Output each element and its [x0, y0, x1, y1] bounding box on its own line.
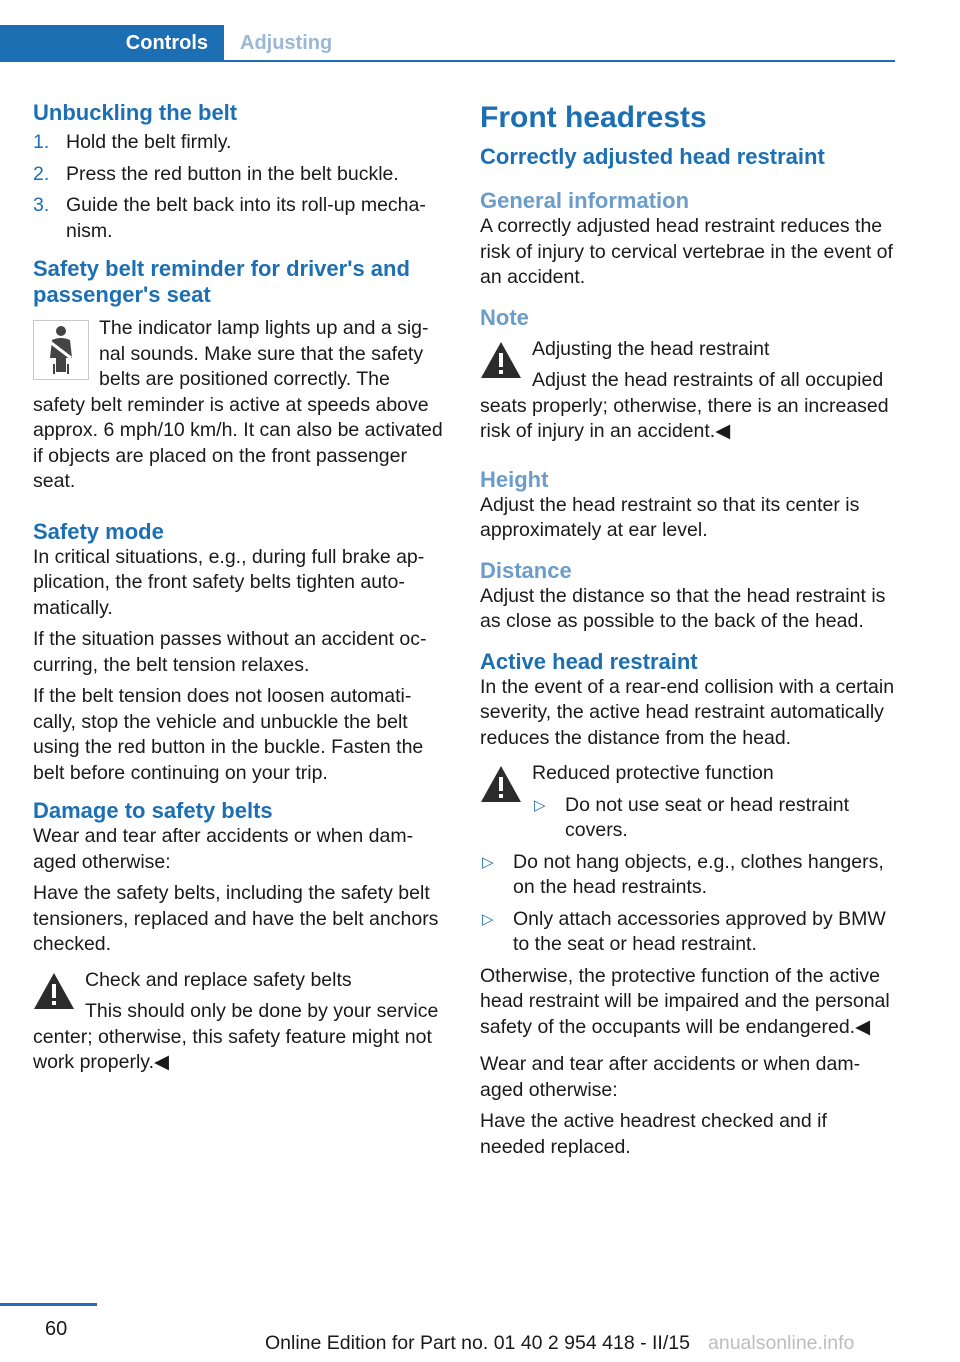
- reminder-text: The indicator lamp lights up and a signal sounds. Make sure that the safety belts are positioned correctly. The safety belt reminder is active at speeds above approx. 6 mph/10 km/h. It can also be activated if objects are placed on the front passenger seat.: [33, 317, 443, 492]
- active-inner-list: [532, 793, 896, 844]
- damage-p1: Wear and tear after accidents or when damaged otherwise:: [33, 825, 414, 873]
- triangle-bullet-icon: ▷: [482, 853, 494, 871]
- active-bullets: [480, 850, 896, 958]
- reminder-title: Safety belt reminder for driver's and passenger's seat: [33, 256, 410, 307]
- damage-warning-title: Check and replace safety belts: [85, 968, 352, 991]
- active-warning: [480, 761, 896, 850]
- bullet-text: Only attach accessories approved by BMW to the seat or head restraint.: [513, 907, 886, 955]
- list-item: [532, 793, 896, 844]
- active-after: Otherwise, the protective function of the active head restraint will be impaired and the personal safety of the occupants will be endangered.◀: [480, 964, 890, 1038]
- step-number: 2.: [33, 162, 50, 185]
- step-text: Hold the belt firmly.: [66, 131, 232, 153]
- warning-icon: [480, 765, 522, 803]
- note-warning-title: Adjusting the head restraint: [532, 337, 770, 360]
- footer-rule: [0, 1303, 97, 1306]
- unbuckling-title: Unbuckling the belt: [33, 100, 238, 125]
- page-number: 60: [45, 1318, 68, 1340]
- bullet-text: Do not use seat or head restraint covers.: [565, 793, 849, 841]
- step-number: 1.: [33, 131, 50, 153]
- list-item: [480, 850, 896, 901]
- unbuckling-steps: [33, 130, 447, 244]
- list-item: [480, 907, 896, 958]
- damage-p2: Have the safety belts, including the safety belt tensioners, replaced and have the belt anchors checked.: [33, 882, 439, 955]
- note-warning: [480, 337, 896, 451]
- safety-mode-p3: If the belt tension does not loosen automatically, stop the vehicle and unbuckle the belt using the red button in the buckle. Fasten the belt before continuing on your trip.: [33, 685, 424, 784]
- general-title: General information: [480, 188, 690, 213]
- list-item: [33, 162, 447, 188]
- seatbelt-indicator-icon: [33, 320, 89, 380]
- triangle-bullet-icon: ▷: [534, 796, 546, 814]
- active-warning-title: Reduced protective function: [532, 762, 774, 784]
- warning-icon: [480, 341, 522, 379]
- list-item: [33, 130, 447, 156]
- header-tabbar: [0, 25, 895, 62]
- safety-mode-p2: If the situation passes without an accident occurring, the belt tension relaxes.: [33, 628, 427, 676]
- warning-icon: [33, 972, 75, 1010]
- active-title: Active head restraint: [480, 648, 698, 674]
- distance-title: Distance: [480, 557, 572, 583]
- safety-mode-title: Safety mode: [33, 518, 164, 544]
- note-warning-text: Adjust the head restraints of all occupied seats properly; otherwise, there is an increased risk of injury in an accident.◀: [480, 369, 889, 442]
- step-number: 3.: [33, 194, 50, 216]
- right-column: [480, 100, 896, 1166]
- note-title: Note: [480, 304, 529, 330]
- active-p2: Wear and tear after accidents or when damaged otherwise:: [480, 1053, 861, 1101]
- bullet-text: Do not hang objects, e.g., clothes hangers, on the head restraints.: [513, 850, 884, 898]
- damage-warning: [33, 968, 447, 1082]
- height-text: Adjust the head restraint so that its center is approximately at ear level.: [480, 493, 860, 541]
- damage-warning-text: This should only be done by your service center; otherwise, this safety feature might not work properly.◀: [33, 1000, 439, 1073]
- watermark: anualsonline.info: [708, 1332, 855, 1354]
- subsection-title: Correctly adjusted head restraint: [480, 144, 825, 169]
- general-text: A correctly adjusted head restraint reduces the risk of injury to cervical vertebrae in the event of an accident.: [480, 215, 893, 288]
- list-item: [33, 193, 447, 244]
- reminder-block: [33, 316, 447, 501]
- step-text: Press the red button in the belt buckle.: [66, 162, 399, 185]
- tab-controls[interactable]: Controls: [0, 25, 224, 62]
- edition-text: Online Edition for Part no. 01 40 2 954 418 - II/15: [265, 1332, 690, 1354]
- section-title: Front headrests: [480, 101, 707, 134]
- active-p3: Have the active headrest checked and if needed replaced.: [480, 1110, 827, 1158]
- active-text: In the event of a rear-end collision with a certain severity, the active head restraint automatically reduces the distance from the head.: [480, 675, 895, 749]
- left-column: [33, 100, 447, 1082]
- damage-title: Damage to safety belts: [33, 798, 273, 823]
- height-title: Height: [480, 466, 549, 492]
- step-text: Guide the belt back into its roll-up mechanism.: [66, 194, 426, 242]
- safety-mode-p1: In critical situations, e.g., during full brake application, the front safety belts tighten automatically.: [33, 545, 425, 619]
- header-rule: [0, 60, 895, 62]
- distance-text: Adjust the distance so that the head restraint is as close as possible to the back of the head.: [480, 584, 886, 632]
- tab-adjusting[interactable]: Adjusting: [240, 32, 333, 54]
- triangle-bullet-icon: ▷: [482, 910, 494, 928]
